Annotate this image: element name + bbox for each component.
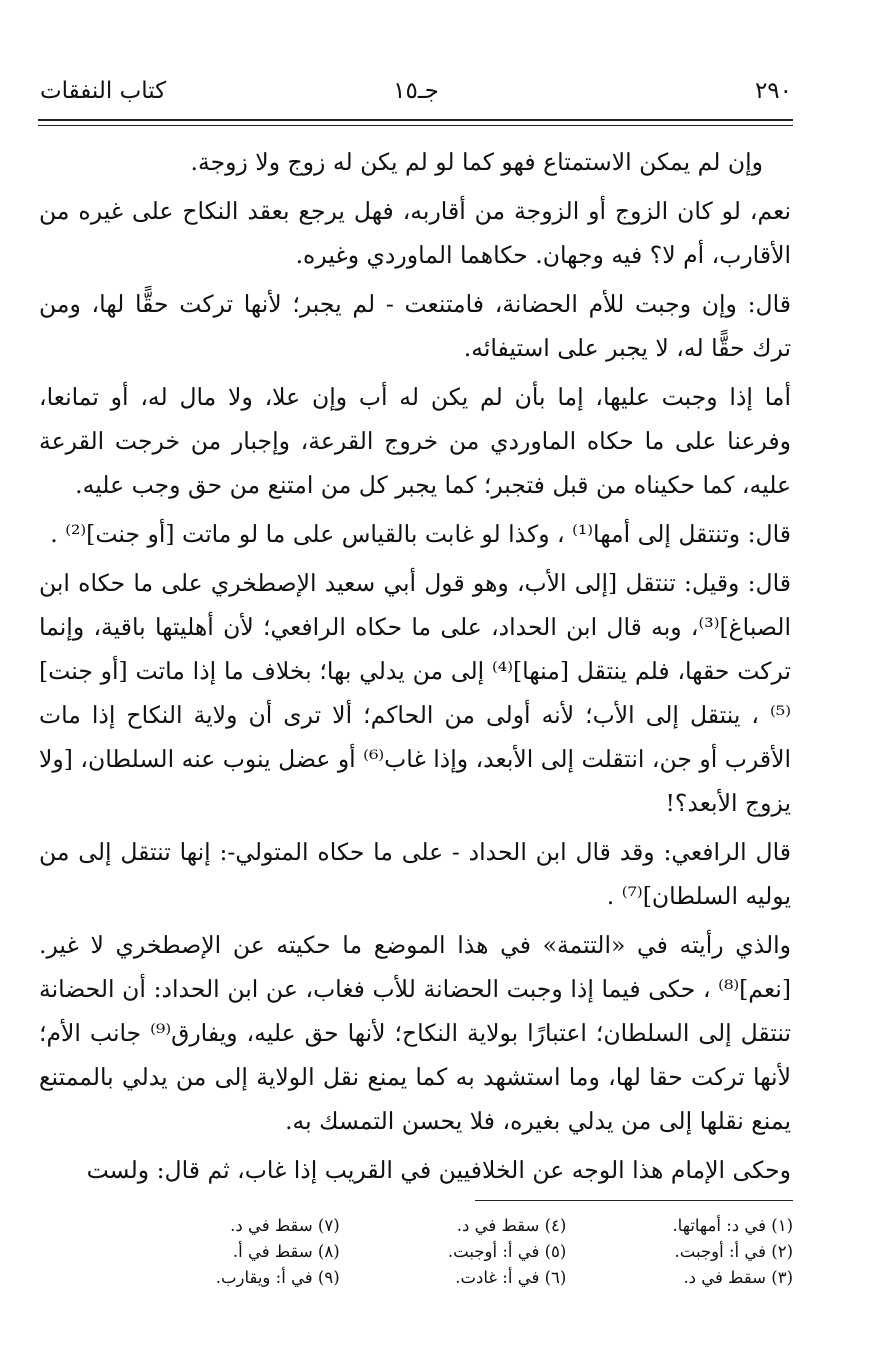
- footnote: (٣) سقط في د.: [683, 1268, 793, 1287]
- main-text: [39, 140, 791, 1197]
- paragraph: قال: وقيل: تنتقل [إلى الأب، وهو قول أبي سعيد الإصطخري على ما حكاه ابن الصباغ]⁽³⁾، وبه قال ابن الحداد، على ما حكاه الرافعي؛ لأن أهليتها باقية، وإنما تركت حقها، فلم ينتقل [منها]⁽⁴⁾ إلى من يدلي بها؛ بخلاف ما إذا ماتت [أو جنت]⁽⁵⁾ ، ينتقل إلى الأب؛ لأنه أولى من الحاكم؛ ألا ترى أن ولاية النكاح إذا مات الأقرب أو جن، انتقلت إلى الأبعد، وإذا غاب⁽⁶⁾ أو عضل ينوب عنه السلطان، [ولا يزوج الأبعد؟!: [39, 569, 791, 817]
- paragraph: أما إذا وجبت عليها، إما بأن لم يكن له أب وإن علا، ولا مال له، أو تمانعا، وفرعنا على ما حكاه الماوردي من خروج القرعة، وإجبار من خرجت القرعة عليه، كما حكيناه من قبل فتجبر؛ كما يجبر كل من امتنع من حق وجب عليه.: [39, 383, 791, 499]
- paragraph: قال الرافعي: وقد قال ابن الحداد - على ما حكاه المتولي-: إنها تنتقل إلى من يوليه السلطان]⁽⁷⁾ .: [39, 838, 791, 910]
- volume-label: جـ١٥: [393, 78, 439, 104]
- footnotes: [113, 1213, 793, 1291]
- footnote-column: [340, 1213, 567, 1291]
- paragraph: قال: وإن وجبت للأم الحضانة، فامتنعت - لم يجبر؛ لأنها تركت حقًّا لها، ومن ترك حقًّا له، لا يجبر على استيفائه.: [39, 290, 791, 362]
- page-number: ٢٩٠: [754, 78, 792, 104]
- paragraph: قال: وتنتقل إلى أمها⁽¹⁾ ، وكذا لو غابت بالقياس على ما لو ماتت [أو جنت]⁽²⁾ .: [50, 520, 791, 548]
- running-header: [40, 78, 792, 114]
- footnote-column: [566, 1213, 793, 1291]
- footnote-separator: [475, 1200, 793, 1201]
- paragraph: والذي رأيته في «التتمة» في هذا الموضع ما حكيته عن الإصطخري لا غير. [نعم]⁽⁸⁾ ، حكى فيما إذا وجبت الحضانة للأب فغاب، عن ابن الحداد: أن الحضانة تنتقل إلى السلطان؛ اعتبارًا بولاية النكاح؛ لأنها حق عليه، ويفارق⁽⁹⁾ جانب الأم؛ لأنها تركت حقا لها، وما استشهد به كما يمنع نقل الولاية إلى من يدلي بالممتنع يمنع نقلها إلى من يدلي بغيره، فلا يحسن التمسك به.: [39, 931, 792, 1135]
- footnote: (١) في د: أمهاتها.: [672, 1216, 793, 1235]
- footnote: (٨) سقط في أ.: [232, 1242, 340, 1261]
- header-rule-thick: [38, 119, 793, 121]
- footnote: (٢) في أ: أوجبت.: [674, 1242, 793, 1261]
- footnote: (٦) في أ: غادت.: [455, 1268, 567, 1287]
- footnote: (٩) في أ: ويقارب.: [215, 1268, 340, 1287]
- paragraph: نعم، لو كان الزوج أو الزوجة من أقاربه، فهل يرجع بعقد النكاح على غيره من الأقارب، أم لا؟ فيه وجهان. حكاهما الماوردي وغيره.: [39, 197, 791, 269]
- footnote: (٧) سقط في د.: [230, 1216, 340, 1235]
- book-title: كتاب النفقات: [40, 78, 167, 104]
- header-rule-thin: [38, 125, 793, 126]
- paragraph: وحكى الإمام هذا الوجه عن الخلافيين في القريب إذا غاب، ثم قال: ولست: [86, 1156, 791, 1184]
- paragraph: وإن لم يمكن الاستمتاع فهو كما لو لم يكن له زوج ولا زوجة.: [190, 148, 763, 176]
- footnote: (٤) سقط في د.: [456, 1216, 567, 1235]
- footnote-column: [113, 1213, 340, 1291]
- footnote: (٥) في أ: أوجبت.: [447, 1242, 567, 1261]
